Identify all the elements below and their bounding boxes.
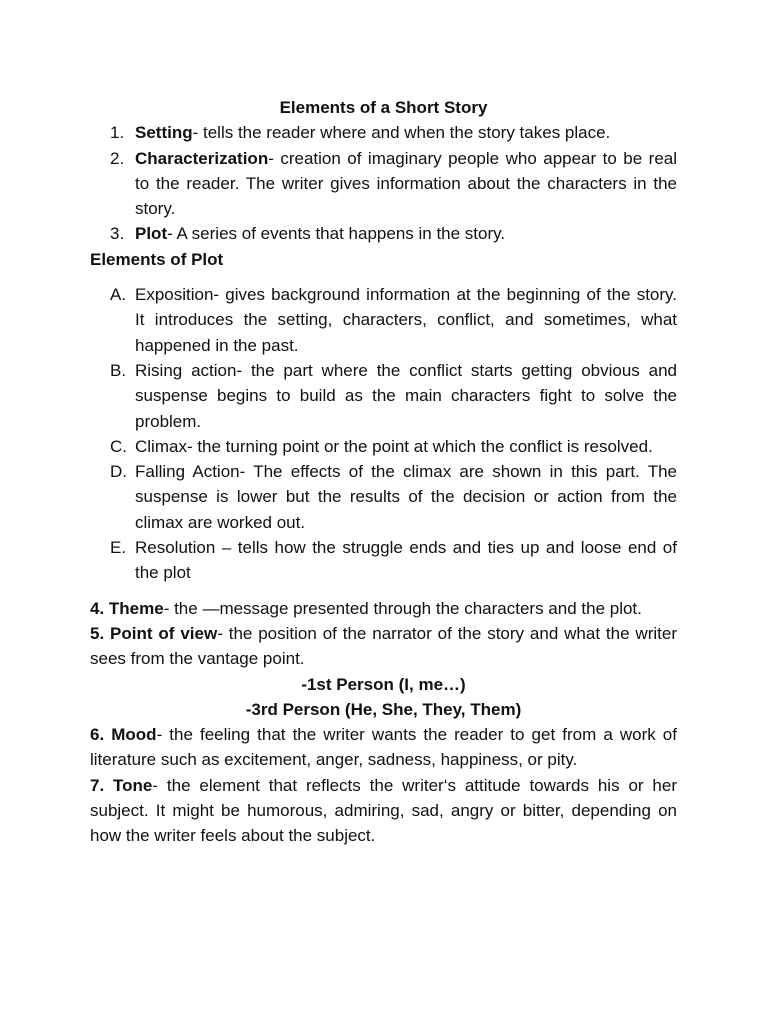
list-number: 1. [110,123,125,143]
list-letter: E. [110,538,127,558]
mood-text: - the feeling that the writer wants the reader to get from a work of literature such as excitement, anger, sadness, happiness, or pity. [90,725,677,770]
pov-label: 5. Point of view [90,623,218,643]
plot-climax: Climax- the turning point or the point at which the conflict is resolved. [135,436,653,456]
definition-plot: - A series of events that happens in the story. [167,224,506,244]
plot-heading: Elements of Plot [90,249,224,269]
list-item [90,434,677,459]
document-title: Elements of a Short Story [279,98,488,117]
list-number: 2. [110,148,125,168]
list-item [90,535,677,586]
mood-label: 6. Mood [90,725,157,745]
plot-rising-action: Rising action- the part where the conflict starts getting obvious and suspense begins to build as the main characters fight to solve the problem. [135,360,677,431]
list-item [90,146,677,222]
plot-falling-action: Falling Action- The effects of the climax are shown in this part. The suspense is lower but the results of the decision or action from the climax are worked out. [135,462,677,532]
list-item [90,282,677,358]
pov-text: - the position of the narrator of the story and what the writer sees from the vantage point. [90,623,677,669]
story-elements-list [90,120,677,246]
document-page [90,95,677,849]
definition-setting: - tells the reader where and when the story takes place. [192,123,611,143]
term-plot: Plot [135,224,168,244]
theme-label: 4. Theme [90,598,164,618]
plot-elements-list [90,282,677,586]
list-item [90,358,677,434]
tone-text: - the element that reflects the writer‘s attitude towards his or her subject. It might be humorous, admiring, sad, angry or bitter, depending on how the writer feels about the subject. [90,775,677,846]
list-letter: C. [110,436,127,456]
plot-exposition: Exposition- gives background information at the beginning of the story. It introduces the setting, characters, conflict, and sometimes, what happened in the past. [135,285,677,355]
pov-paragraph [90,621,677,672]
plot-resolution: Resolution – tells how the struggle ends and ties up and loose end of the plot [135,538,677,583]
pov-third-person: -3rd Person (He, She, They, Them) [245,699,522,719]
list-letter: D. [110,462,127,482]
pov-first-person: -1st Person (I, me…) [301,674,466,694]
definition-characterization: - creation of imaginary people who appear to be real to the reader. The writer gives information about the characters in the story. [135,148,677,219]
tone-label: 7. Tone [90,775,153,795]
list-letter: A. [110,285,127,305]
mood-paragraph [90,722,677,773]
list-letter: B. [110,360,127,380]
term-characterization: Characterization [135,148,269,168]
term-setting: Setting [135,123,193,143]
tone-paragraph [90,773,677,849]
theme-paragraph [90,596,677,621]
theme-text: - the —message presented through the characters and the plot. [163,598,642,618]
list-item [90,120,677,145]
list-item [90,221,677,246]
list-item [90,459,677,535]
list-number: 3. [110,224,125,244]
